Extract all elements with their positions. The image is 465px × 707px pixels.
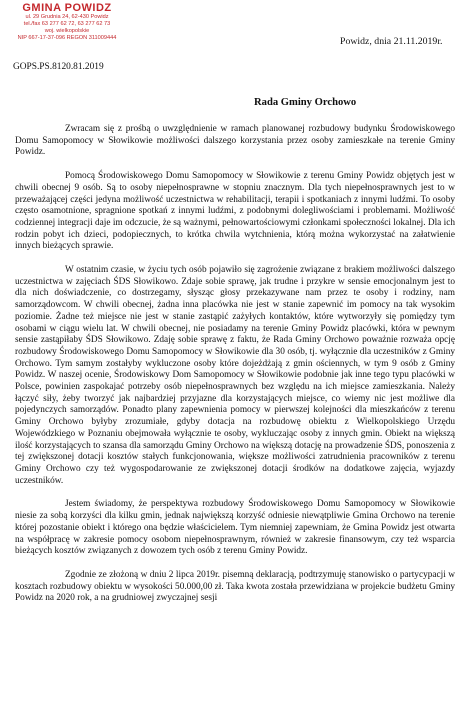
stamp-title: GMINA POWIDZ xyxy=(22,2,112,14)
paragraph-current-support: Pomocą Środowiskowego Domu Samopomocy w Słowikowie z terenu Gminy Powidz objętych jest w chwili obecnej 9 osób. Są to osoby niepełnosprawne w stopniu znacznym. Dla tych niepełnosprawnych jest to w przeważającej części jedyna możliwość uczestnictwa w rehabilitacji, terapii i spotkaniach z innymi ludźmi. To osoby często osamotnione, spragnione spotkań z innymi ludźmi, z podobnymi dolegliwościami i problemami. Możliwość codziennej integracji daje im odczucie, że są ważnymi, pełnowartościowymi członkami społeczności lokalnej. Dla ich rodzin pobyt ich dzieci, podopiecznych, to krótka chwila wytchnienia, którą można wykorzystać na załatwienie innych bieżących sprawie. xyxy=(15,171,455,252)
paragraph-declaration: Zgodnie ze złożoną w dniu 2 lipca 2019r. pisemną deklaracją, podtrzymuję stanowisko o partycypacji w kosztach rozbudowy obiektu w wysokości 50.000,00 zł. Taka kwota została przewidziana w projekcie budżetu Gminy Powidz na 2020 rok, a na grudniowej zwyczajnej sesji xyxy=(15,569,455,604)
paragraph-threat: W ostatnim czasie, w życiu tych osób pojawiło się zagrożenie związane z brakiem możliwości dalszego uczestnictwa w zajęciach ŚDS Słowikowo. Zdaje sobie sprawę, jak trudne i przykre w sensie emocjonalnym jest to dla nich doświadczenie, co dostrzegamy, słysząc głosy przekazywane nam przez te osoby i rodziny, nam samorządowcom. W chwili obecnej, żadna inna placówka nie jest w stanie zapewnić im pomocy na tak wysokim poziomie. Żadne też miejsce nie jest w stanie zastąpić zażyłych kontaktów, które wytworzyły się pomiędzy tym osobami w ciągu wielu lat. W chwili obecnej, nie posiadamy na terenie Gminy Powidz placówki, która w pewnym sensie zastąpiłaby ŚDS Słowikowo. Zdaję sobie sprawę z faktu, że Rada Gminy Orchowo poważnie rozważa opcję rozbudowy Środowiskowego Domu Samopomocy w Słowikowie dla 30 osób, tj. wyłącznie dla uczestników z Gminy Orchowo. Tym samym zostałyby wykluczone osoby które dojeżdżają z gmin ościennych, w tym 9 osób z Gminy Powidz. W naszej ocenie, Środowiskowy Dom Samopomocy w Słowikowie podobnie jak inne tego typu placówki w Polsce, powinien zaspokajać potrzeby osób niepełnosprawnych bez względu na ich miejsce zamieszkania. Należy łączyć siły, żeby tworzyć jak najbardziej przyjazne dla korzystających miejsce, co wiemy nic jest możliwe dla pojedynczych samorządów. Ponadto plany zapewnienia pomocy w pierwszej kolejności dla mieszkańców z terenu Gminy Orchowo byłyby zrozumiałe, gdyby dotacja na rozbudowę obiektu z Wielkopolskiego Urzędu Wojewódzkiego w Poznaniu obejmowała wyłącznie te osoby, wykluczając osoby z innych gmin. Obiekt na większą ilość korzystających to szansa dla samorządu Gminy Orchowo na większą dotację na prowadzenie ŚDS, ponoszenia z tej zwiększonej dotacji kosztów stałych funkcjonowania, większe możliwości zatrudnienia pracowników z terenu Gminy Orchowo czy też wygospodarowanie ze zwiększonej dotacji środków na dodatkowe zajęcia, wyjazdy uczestników. xyxy=(15,265,455,486)
paragraph-cooperation: Jestem świadomy, że perspektywa rozbudowy Środowiskowego Domu Samopomocy w Słowikowie niesie za sobą korzyści dla kilku gmin, jednak największą korzyść odniesie niewątpliwie Gmina Orchowo na terenie której pozostanie obiekt i którego ona będzie właścicielem. Tym niemniej zapewniam, że Gmina Powidz jest otwarta na współpracę w zakresie pomocy osobom niepełnosprawnym, również w zakresie finansowym, czy też wsparcia bieżących kosztów związanych z dowozem tych osób z terenu Gminy Powidz. xyxy=(15,499,455,557)
reference-number: GOPS.PS.8120.81.2019 xyxy=(13,62,104,72)
office-stamp xyxy=(8,2,126,42)
paragraph-request: Zwracam się z prośbą o uwzględnienie w ramach planowanej rozbudowy budynku Środowiskowego Domu Samopomocy w Słowikowie możliwości dalszego korzystania przez osoby zamieszkałe na terenie Gminy Powidz. xyxy=(15,124,455,158)
stamp-address: ul. 29 Grudnia 24, 62-430 Powidz xyxy=(25,14,109,20)
addressee: Rada Gminy Orchowo xyxy=(254,97,357,108)
stamp-tax-ids: NIP 667-17-37-096 REGON 311009444 xyxy=(17,35,117,41)
stamp-region: woj. wielkopolskie xyxy=(44,28,90,34)
letter-date: Powidz, dnia 21.11.2019r. xyxy=(340,36,443,47)
letter-body xyxy=(15,124,455,605)
stamp-phone: tel./fax 63 277 62 72, 63 277 62 73 xyxy=(23,21,111,27)
